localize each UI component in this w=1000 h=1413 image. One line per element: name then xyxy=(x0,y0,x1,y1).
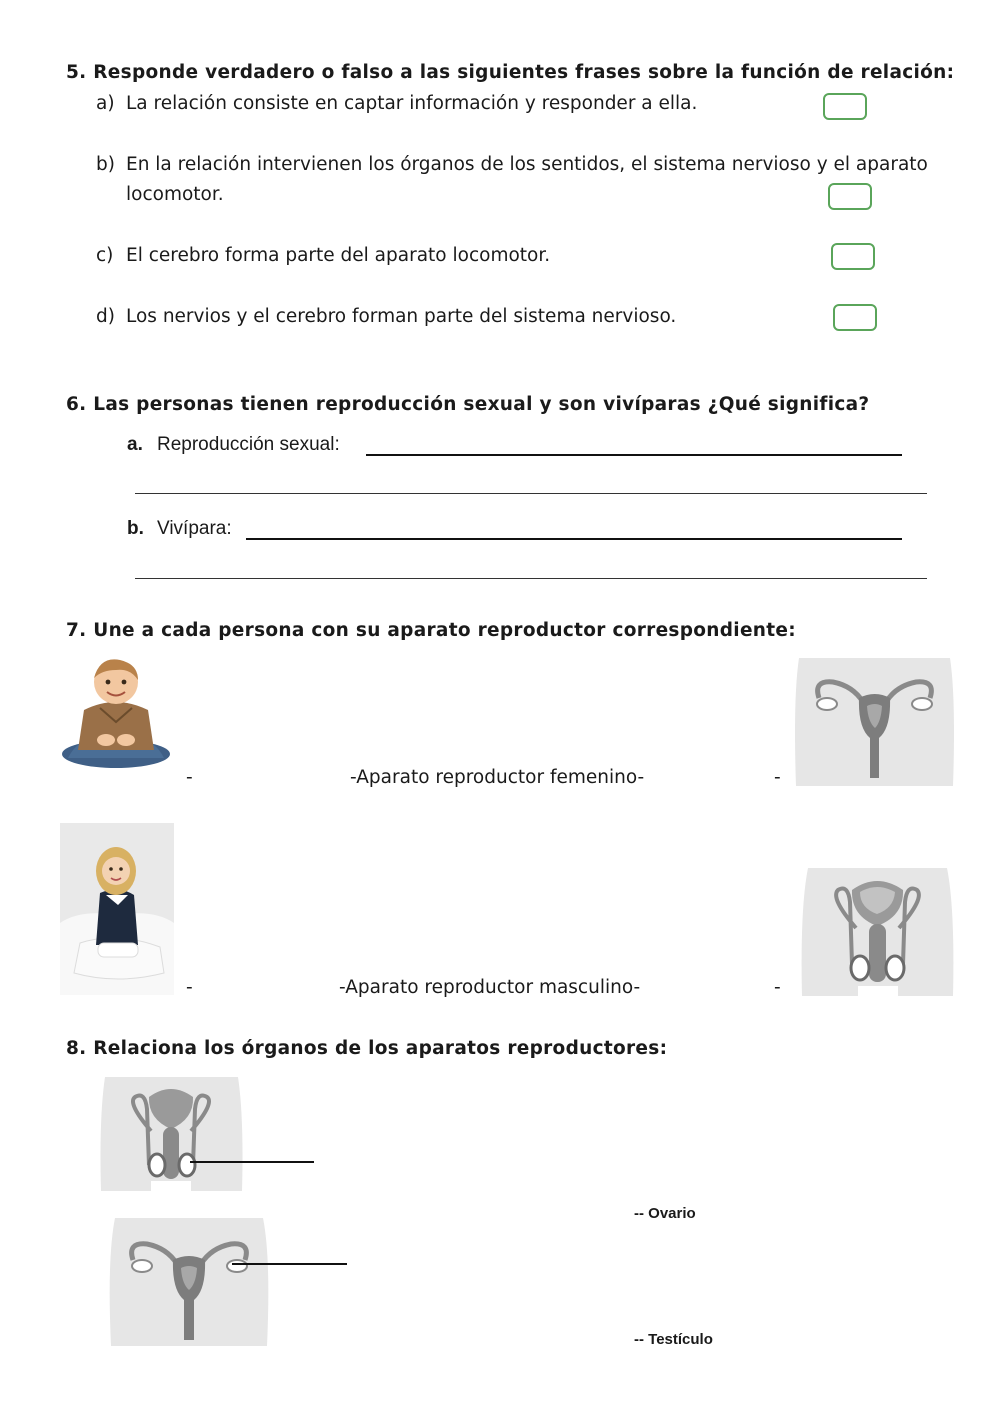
q5-item-b-text-cont: locomotor. xyxy=(126,184,224,205)
q7-dash-right-1[interactable]: - xyxy=(774,767,781,788)
girl-photo xyxy=(60,823,174,995)
q5-item-b-letter: b) xyxy=(96,154,115,175)
q5-item-d-letter: d) xyxy=(96,306,115,327)
q5-answer-box-a[interactable] xyxy=(823,93,867,120)
q8-female-pointer-line[interactable] xyxy=(232,1263,347,1265)
q8-title: 8. Relaciona los órganos de los aparatos reproductores: xyxy=(66,1038,668,1059)
q5-item-c-letter: c) xyxy=(96,245,114,266)
q6-b-answer-line[interactable] xyxy=(246,538,902,540)
q6-a-answer-line[interactable] xyxy=(366,454,902,456)
q5-answer-box-b[interactable] xyxy=(828,183,872,210)
q7-dash-right-2[interactable]: - xyxy=(774,977,781,998)
q5-item-c-text: El cerebro forma parte del aparato locomotor. xyxy=(126,245,551,266)
female-reproductive-diagram xyxy=(793,658,956,786)
male-reproductive-diagram xyxy=(800,868,955,996)
q5-item-a-letter: a) xyxy=(96,93,115,114)
q7-male-label: -Aparato reproductor masculino- xyxy=(339,977,641,998)
q8-male-pointer-line[interactable] xyxy=(190,1161,314,1163)
q7-dash-left-1[interactable]: - xyxy=(186,767,193,788)
q6-title: 6. Las personas tienen reproducción sexual y son vivíparas ¿Qué significa? xyxy=(66,394,870,415)
q7-dash-left-2[interactable]: - xyxy=(186,977,193,998)
q7-title: 7. Une a cada persona con su aparato reproductor correspondiente: xyxy=(66,620,796,641)
boy-photo xyxy=(60,650,172,768)
q6-a-answer-line-2[interactable] xyxy=(135,493,927,494)
q5-answer-box-c[interactable] xyxy=(831,243,875,270)
q8-male-diagram xyxy=(99,1077,244,1191)
q5-item-a-text: La relación consiste en captar información y responder a ella. xyxy=(126,93,698,114)
q6-b-label: Vivípara: xyxy=(157,518,232,539)
q5-item-b-text: En la relación intervienen los órganos de los sentidos, el sistema nervioso y el aparato xyxy=(126,154,928,175)
q8-option-testiculo[interactable]: -- Testículo xyxy=(634,1331,713,1348)
q8-female-diagram xyxy=(107,1218,271,1346)
q6-a-letter: a. xyxy=(127,434,143,455)
q5-item-d-text: Los nervios y el cerebro forman parte del sistema nervioso. xyxy=(126,306,677,327)
q6-b-letter: b. xyxy=(127,518,144,539)
q6-a-label: Reproducción sexual: xyxy=(157,434,340,455)
q5-answer-box-d[interactable] xyxy=(833,304,877,331)
q5-title: 5. Responde verdadero o falso a las siguientes frases sobre la función de relación: xyxy=(66,62,955,83)
q8-option-ovario[interactable]: -- Ovario xyxy=(634,1205,696,1222)
q6-b-answer-line-2[interactable] xyxy=(135,578,927,579)
q7-female-label: -Aparato reproductor femenino- xyxy=(350,767,645,788)
